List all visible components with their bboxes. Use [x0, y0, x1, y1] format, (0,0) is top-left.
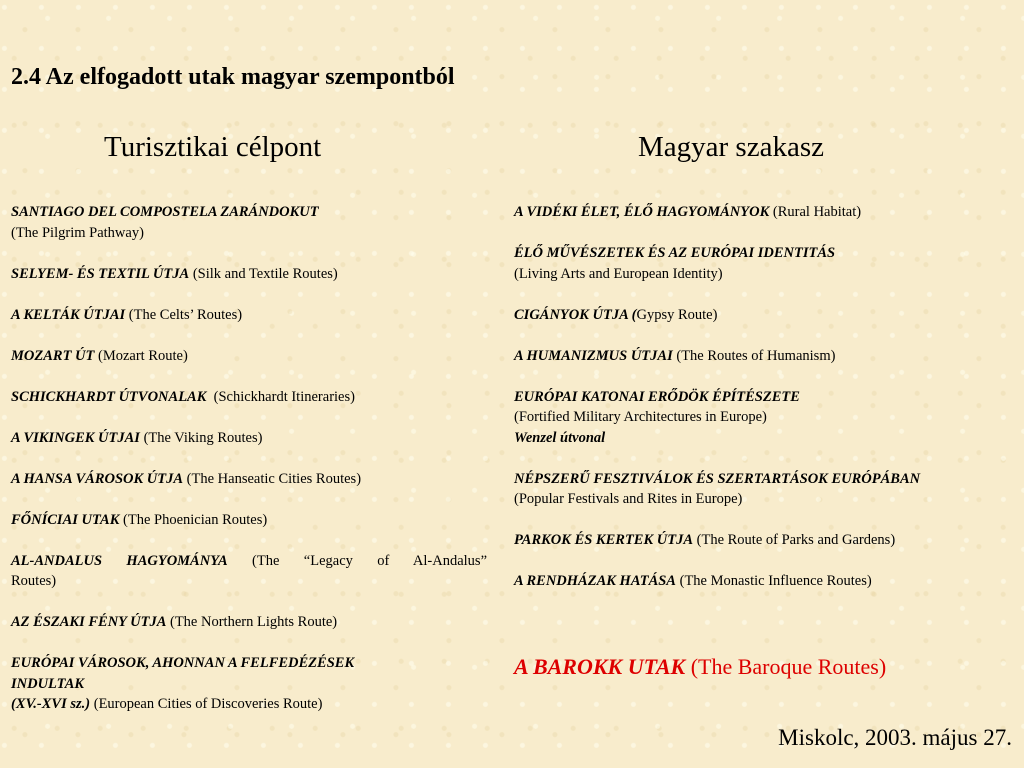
route-subroute: Wenzel útvonal [514, 429, 606, 446]
route-description-continued: Routes) [11, 573, 57, 589]
route-description: (The Phoenician Routes) [123, 511, 268, 528]
route-name: A VIKINGEK ÚTJAI [11, 429, 140, 446]
route-entry-festivals [514, 469, 1019, 510]
right-column-heading: Magyar szakasz [638, 131, 824, 163]
route-description: (Mozart Route) [98, 347, 188, 364]
route-entry-gypsy [514, 305, 1019, 326]
right-column [514, 202, 1019, 592]
route-entry-northern-lights [11, 612, 487, 633]
route-entry-hansa [11, 469, 487, 490]
route-name: A HANSA VÁROSOK ÚTJA [11, 470, 184, 487]
left-column-heading: Turisztikai célpont [104, 131, 322, 163]
route-entry-parks-gardens [514, 530, 1019, 551]
route-description: (The Routes of Humanism) [676, 347, 836, 364]
route-entry-monastic [514, 571, 1019, 592]
route-name: A HUMANIZMUS ÚTJAI [514, 347, 673, 364]
route-name: A RENDHÁZAK HATÁSA [514, 573, 676, 589]
slide-title: 2.4 Az elfogadott utak magyar szempontból [11, 64, 455, 90]
route-entry-phoenician [11, 510, 487, 531]
route-name: CIGÁNYOK ÚTJA ( [514, 306, 637, 323]
route-entry-military-architecture [514, 387, 1019, 449]
route-name: A KELTÁK ÚTJAI [11, 306, 126, 323]
left-column [11, 202, 487, 715]
route-entry-humanism [514, 346, 1019, 367]
route-entry-mozart [11, 346, 487, 367]
route-description: (Rural Habitat) [772, 204, 862, 220]
route-entry-santiago [11, 202, 487, 243]
route-name: EURÓPAI VÁROSOK, AHONNAN A FELFEDÉZÉSEK [11, 655, 355, 671]
route-description: (The Viking Routes) [143, 429, 263, 446]
featured-route-description: (The Baroque Routes) [690, 654, 887, 679]
route-description: (The “Legacy of Al-Andalus” [252, 552, 487, 569]
route-entry-celts [11, 305, 487, 326]
route-entry-silk [11, 264, 487, 285]
route-description: (The Hanseatic Cities Routes) [186, 470, 362, 487]
route-period: (XV.-XVI sz.) [11, 696, 91, 712]
route-description: (Popular Festivals and Rites in Europe) [514, 491, 743, 507]
route-name: AL-ANDALUS HAGYOMÁNYA [11, 552, 228, 569]
route-description: (The Pilgrim Pathway) [11, 224, 144, 241]
route-description: (The Celts’ Routes) [128, 306, 243, 323]
route-entry-rural-habitat [514, 202, 1019, 223]
route-description: Gypsy Route) [636, 306, 718, 323]
featured-route-baroque [514, 654, 886, 680]
route-name: NÉPSZERŰ FESZTIVÁLOK ÉS SZERTARTÁSOK EURÓPÁBAN [514, 470, 921, 487]
route-name: FŐNÍCIAI UTAK [11, 511, 120, 528]
route-description: (Fortified Military Architectures in Europe) [514, 409, 767, 425]
featured-route-name: A BAROKK UTAK [514, 654, 686, 679]
route-name: SANTIAGO DEL COMPOSTELA ZARÁNDOKUT [11, 204, 319, 220]
route-entry-al-andalus [11, 551, 487, 592]
route-description: (Living Arts and European Identity) [514, 265, 723, 282]
route-description: (Schickhardt Itineraries) [213, 388, 355, 405]
route-name-continued: INDULTAK [11, 675, 85, 692]
route-name: SELYEM- ÉS TEXTIL ÚTJA [11, 265, 190, 282]
route-name: PARKOK ÉS KERTEK ÚTJA [514, 532, 694, 548]
route-name: ÉLŐ MŰVÉSZETEK ÉS AZ EURÓPAI IDENTITÁS [514, 245, 836, 261]
route-name: SCHICKHARDT ÚTVONALAK [11, 388, 207, 405]
route-description: (The Monastic Influence Routes) [679, 573, 872, 589]
footer-place-date: Miskolc, 2003. május 27. [778, 725, 1012, 750]
route-name: MOZART ÚT [11, 347, 95, 364]
route-description: (Silk and Textile Routes) [192, 265, 338, 282]
route-entry-cities-of-discoveries [11, 653, 487, 715]
route-description: (The Northern Lights Route) [170, 614, 338, 630]
route-name: AZ ÉSZAKI FÉNY ÚTJA [11, 614, 167, 630]
route-description: (European Cities of Discoveries Route) [93, 696, 323, 712]
route-name: A VIDÉKI ÉLET, ÉLŐ HAGYOMÁNYOK [514, 204, 770, 220]
route-entry-living-arts [514, 243, 1019, 284]
route-entry-vikings [11, 428, 487, 449]
route-entry-schickhardt [11, 387, 487, 408]
route-description: (The Route of Parks and Gardens) [696, 532, 896, 548]
route-name: EURÓPAI KATONAI ERŐDÖK ÉPÍTÉSZETE [514, 388, 800, 405]
